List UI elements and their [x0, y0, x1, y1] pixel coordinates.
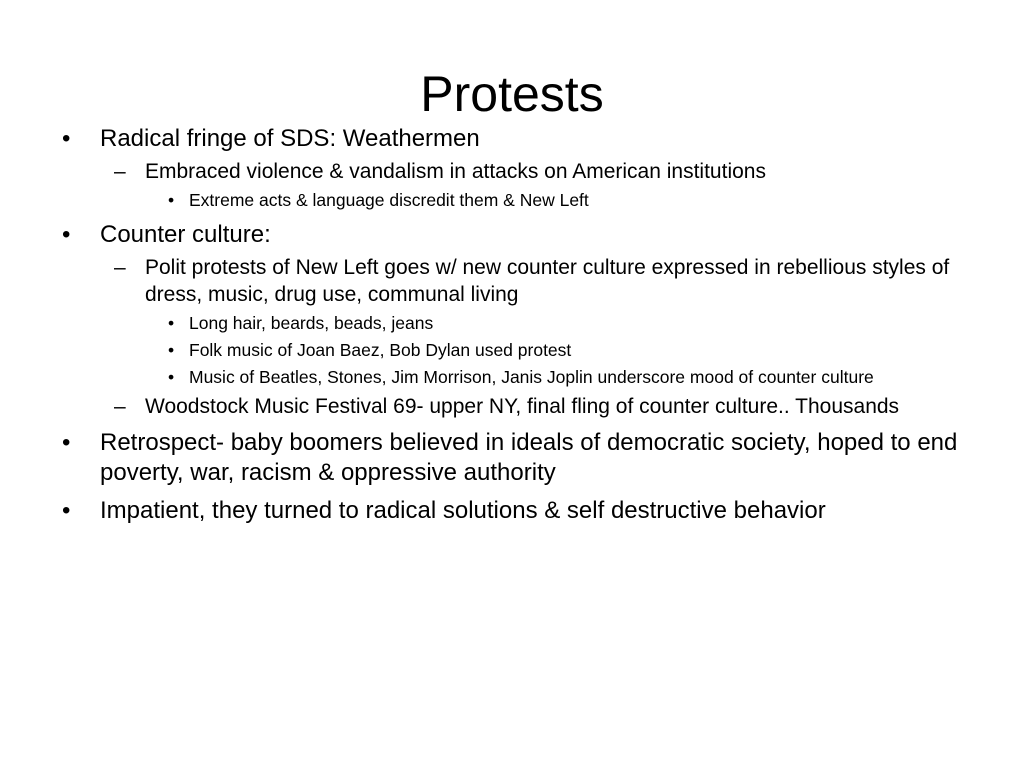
sub-sub-bullet-item [58, 189, 968, 212]
sub-sub-bullet-text: Folk music of Joan Baez, Bob Dylan used protest [189, 340, 572, 360]
bullet-marker: • [168, 340, 175, 360]
bullet-marker: • [62, 221, 71, 248]
dash-marker: – [114, 395, 126, 418]
bullet-marker: • [168, 313, 175, 333]
sub-sub-bullet-text: Extreme acts & language discredit them & New Left [189, 190, 589, 210]
bullet-marker: • [62, 497, 71, 524]
bullet-item [58, 496, 968, 526]
bullet-marker: • [62, 429, 71, 456]
bullet-item [58, 124, 968, 154]
dash-marker: – [114, 160, 126, 183]
bullet-list [58, 120, 968, 526]
bullet-marker: • [62, 125, 71, 152]
bullet-text: Counter culture: [100, 221, 271, 248]
slide-title: Protests [420, 66, 604, 122]
sub-sub-bullet-item [58, 366, 968, 389]
sub-sub-bullet-text: Music of Beatles, Stones, Jim Morrison, Janis Joplin underscore mood of counter culture [189, 367, 874, 387]
sub-sub-bullet-text: Long hair, beards, beads, jeans [189, 313, 434, 333]
bullet-text: Impatient, they turned to radical solutions & self destructive behavior [100, 497, 826, 524]
bullet-marker: • [168, 367, 175, 387]
sub-sub-bullet-item [58, 312, 968, 335]
sub-bullet-item [58, 393, 968, 420]
dash-marker: – [114, 256, 126, 279]
bullet-marker: • [168, 190, 175, 210]
sub-sub-bullet-item [58, 339, 968, 362]
bullet-item [58, 220, 968, 250]
bullet-text: Retrospect- baby boomers believed in ideals of democratic society, hoped to end poverty, war, racism & oppressive authority [100, 429, 958, 486]
sub-bullet-text: Woodstock Music Festival 69- upper NY, final fling of counter culture.. Thousands [145, 395, 900, 418]
sub-bullet-item [58, 254, 968, 308]
sub-bullet-text: Embraced violence & vandalism in attacks on American institutions [145, 160, 766, 183]
bullet-item [58, 428, 968, 488]
bullet-text: Radical fringe of SDS: Weathermen [100, 125, 480, 152]
sub-bullet-item [58, 158, 968, 185]
sub-bullet-text: Polit protests of New Left goes w/ new counter culture expressed in rebellious styles of dress, music, drug use, communal living [145, 256, 950, 306]
